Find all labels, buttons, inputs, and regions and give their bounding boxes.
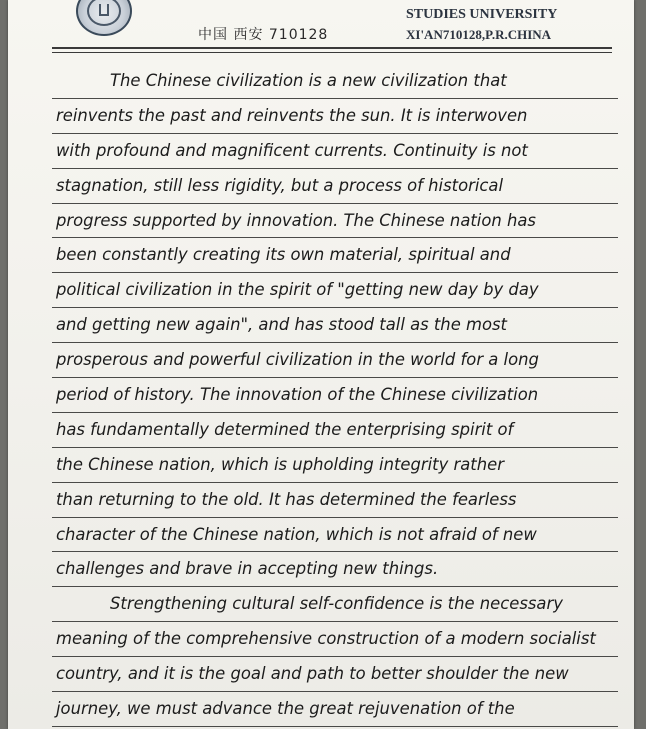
text-line: journey, we must advance the great rejuvenation of the <box>52 692 618 727</box>
university-name: STUDIES UNIVERSITY <box>406 7 558 22</box>
header-rule-thick <box>52 47 612 49</box>
text-line: reinvents the past and reinvents the sun. It is interwoven <box>52 99 618 134</box>
header-rule-thin <box>52 52 612 53</box>
text-line: Strengthening cultural self-confidence is the necessary <box>52 587 618 622</box>
text-line: character of the Chinese nation, which is not afraid of new <box>52 518 618 553</box>
text-line: political civilization in the spirit of "getting new day by day <box>52 273 618 308</box>
university-address: XI'AN710128,P.R.CHINA <box>406 27 552 42</box>
text-line: challenges and brave in accepting new things. <box>52 552 618 587</box>
chinese-address: 中国 西安 710128 <box>198 27 329 43</box>
text-line: with profound and magnificent currents. Continuity is not <box>52 134 618 169</box>
text-line: progress supported by innovation. The Chinese nation has <box>52 204 618 239</box>
seal-emblem-icon <box>99 4 109 16</box>
seal-inner-ring <box>87 0 121 26</box>
handwritten-text-body <box>52 64 618 727</box>
text-line: and getting new again", and has stood tall as the most <box>52 308 618 343</box>
text-line: period of history. The innovation of the Chinese civilization <box>52 378 618 413</box>
text-line: stagnation, still less rigidity, but a process of historical <box>52 169 618 204</box>
text-line: has fundamentally determined the enterprising spirit of <box>52 413 618 448</box>
text-line: the Chinese nation, which is upholding integrity rather <box>52 448 618 483</box>
text-line: country, and it is the goal and path to better shoulder the new <box>52 657 618 692</box>
text-line: The Chinese civilization is a new civilization that <box>52 64 618 99</box>
text-line: been constantly creating its own material, spiritual and <box>52 238 618 273</box>
text-line: than returning to the old. It has determined the fearless <box>52 483 618 518</box>
university-seal-logo <box>76 0 132 36</box>
text-line: prosperous and powerful civilization in the world for a long <box>52 343 618 378</box>
text-line: meaning of the comprehensive construction of a modern socialist <box>52 622 618 657</box>
letter-paper <box>8 0 634 729</box>
